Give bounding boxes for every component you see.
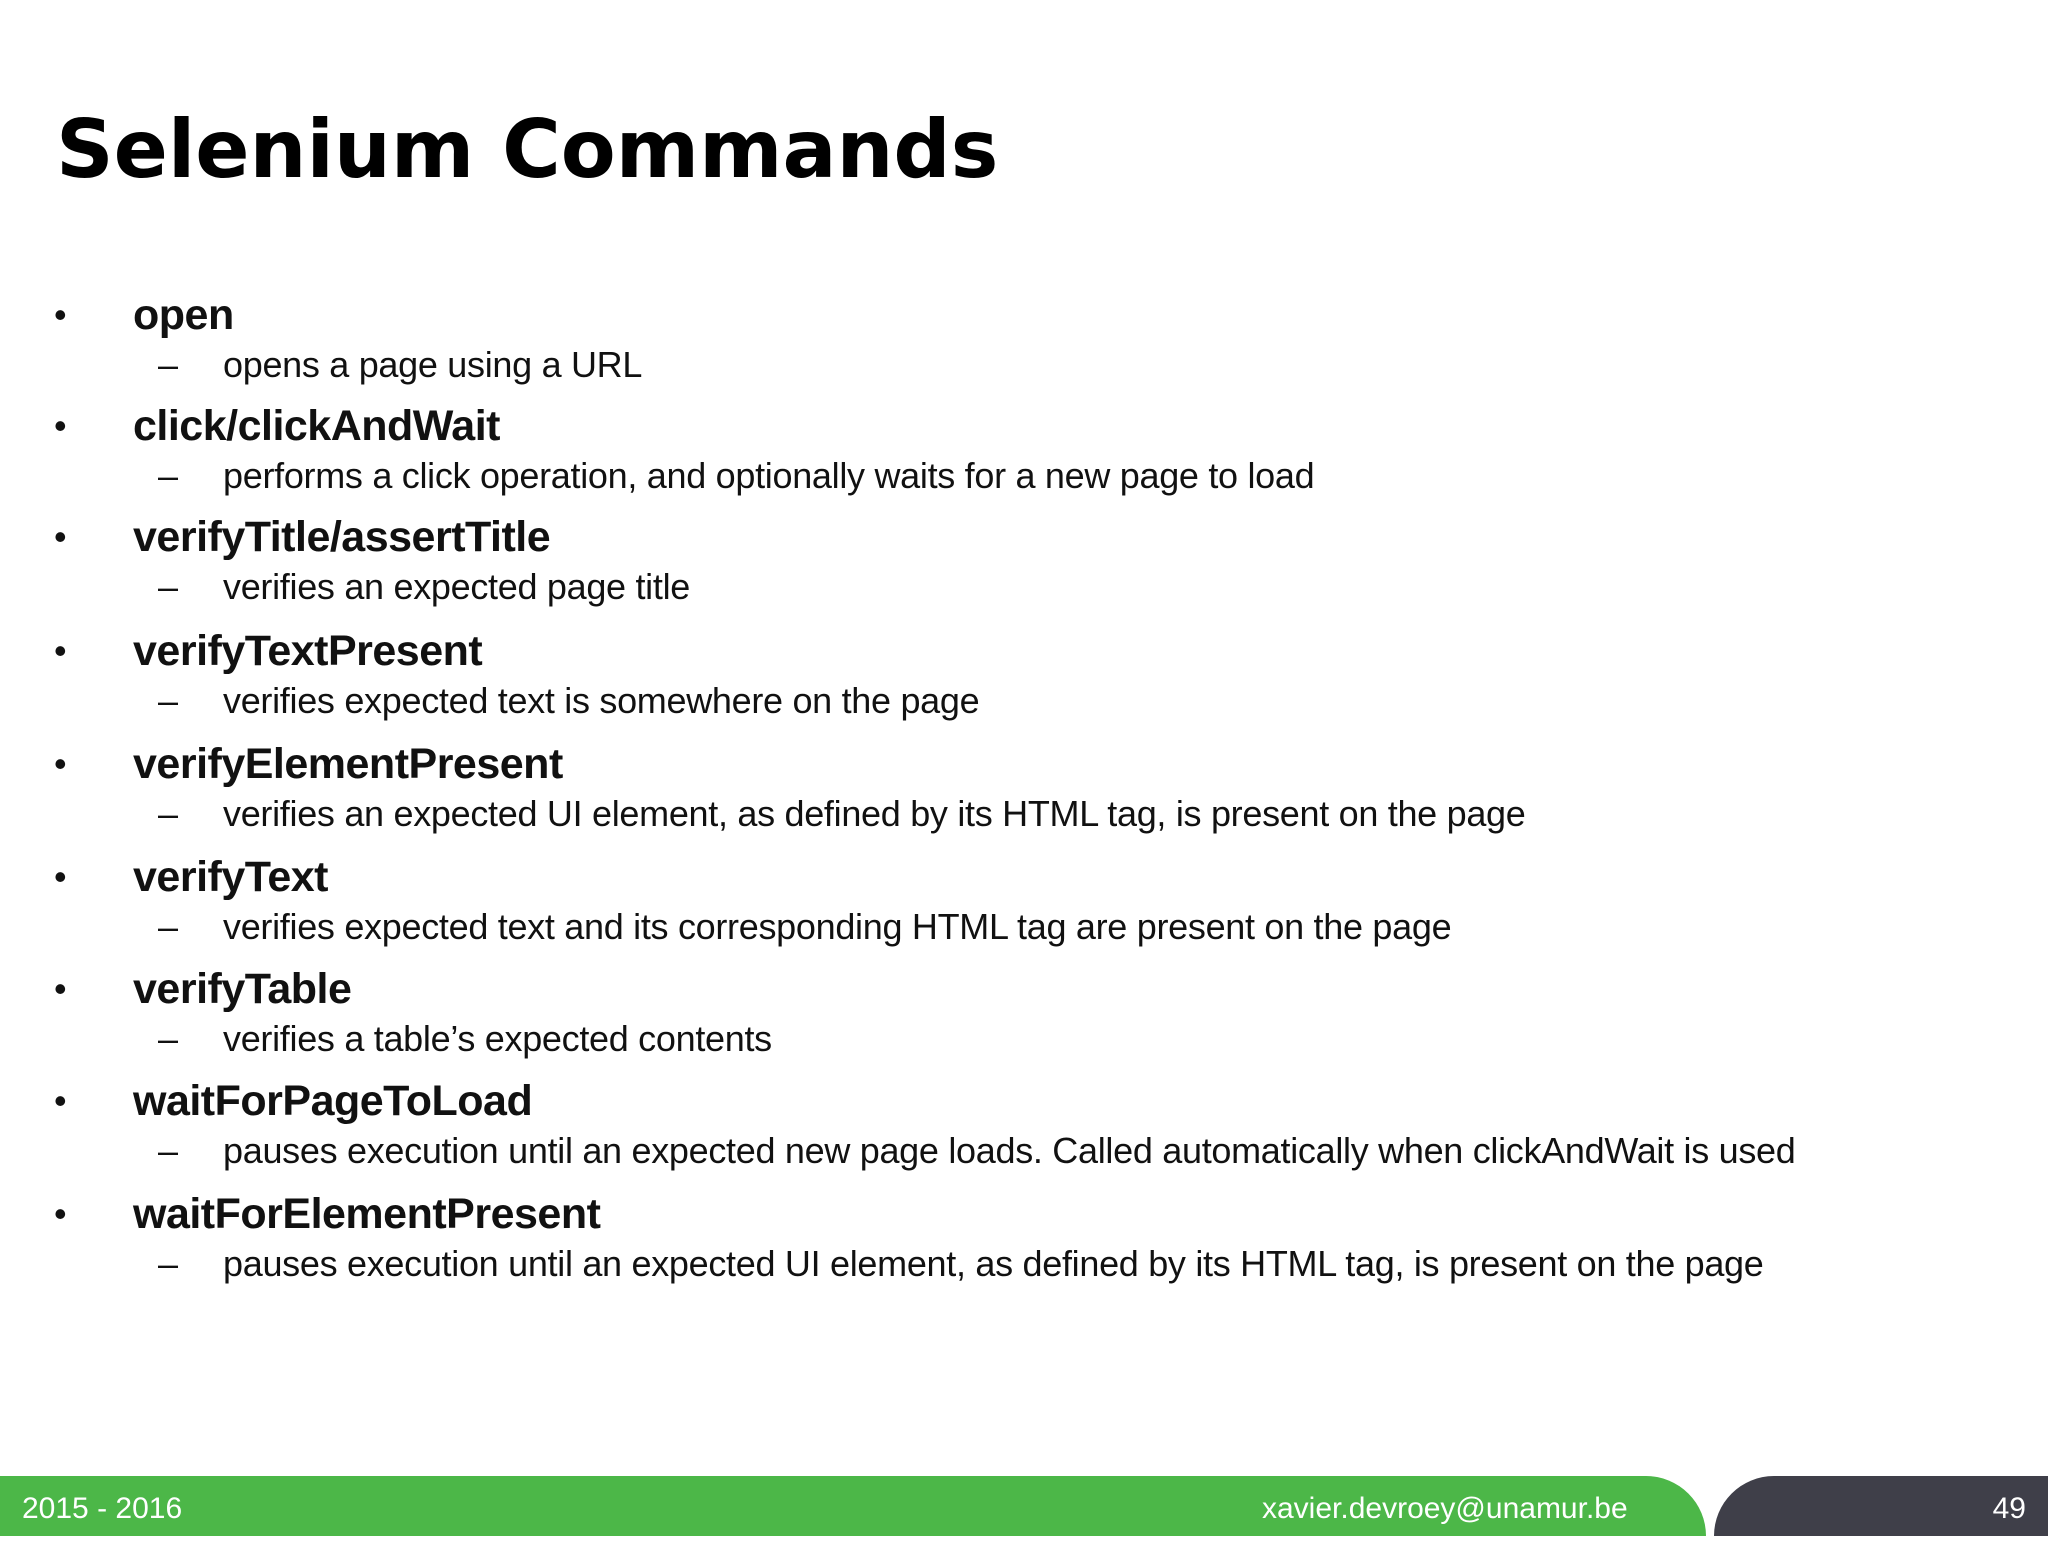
bullet-icon: • [54, 294, 67, 335]
command-item-wait-for-element-present [0, 1187, 2048, 1301]
bullet-icon: • [54, 856, 67, 897]
command-item-verify-text-present [0, 624, 2048, 738]
command-item-verify-title [0, 510, 2048, 624]
command-name: open [133, 291, 234, 339]
dash-icon: – [158, 680, 179, 721]
command-description: pauses execution until an expected UI element, as defined by its HTML tag, is present on the page [223, 1243, 1764, 1284]
footer-email: xavier.devroey@unamur.be [1262, 1492, 1628, 1525]
command-name: waitForElementPresent [133, 1190, 601, 1238]
footer-green-band [0, 1476, 1706, 1536]
command-name: waitForPageToLoad [133, 1077, 533, 1125]
bullet-icon: • [54, 1080, 67, 1121]
slide-footer [0, 1476, 2048, 1536]
command-name: click/clickAndWait [133, 402, 500, 450]
dash-icon: – [158, 793, 179, 834]
bullet-icon: • [54, 968, 67, 1009]
command-description: opens a page using a URL [223, 344, 643, 385]
footer-dark-band [1714, 1476, 2048, 1536]
slide-title: Selenium Commands [56, 103, 999, 196]
footer-year-range: 2015 - 2016 [22, 1492, 183, 1525]
dash-icon: – [158, 1243, 179, 1284]
bullet-icon: • [54, 743, 67, 784]
dash-icon: – [158, 906, 179, 947]
command-description: verifies a table’s expected contents [223, 1018, 772, 1059]
dash-icon: – [158, 566, 179, 607]
command-name: verifyTable [133, 965, 352, 1013]
command-item-verify-text [0, 850, 2048, 964]
command-item-open [0, 288, 2048, 402]
bullet-icon: • [54, 405, 67, 446]
command-description: performs a click operation, and optionally waits for a new page to load [223, 455, 1315, 496]
command-item-verify-element-present [0, 737, 2048, 851]
command-description: pauses execution until an expected new page loads. Called automatically when clickAndWait is used [223, 1130, 1796, 1171]
command-name: verifyElementPresent [133, 740, 563, 788]
dash-icon: – [158, 1130, 179, 1171]
command-item-wait-for-page-to-load [0, 1074, 2048, 1188]
command-name: verifyTitle/assertTitle [133, 513, 551, 561]
command-name: verifyText [133, 853, 328, 901]
dash-icon: – [158, 344, 179, 385]
bullet-icon: • [54, 630, 67, 671]
command-description: verifies expected text is somewhere on the page [223, 680, 980, 721]
command-item-verify-table [0, 962, 2048, 1076]
dash-icon: – [158, 455, 179, 496]
command-item-click [0, 399, 2048, 513]
command-description: verifies an expected UI element, as defined by its HTML tag, is present on the page [223, 793, 1526, 834]
bullet-icon: • [54, 516, 67, 557]
command-description: verifies an expected page title [223, 566, 690, 607]
command-description: verifies expected text and its corresponding HTML tag are present on the page [223, 906, 1452, 947]
command-name: verifyTextPresent [133, 627, 483, 675]
dash-icon: – [158, 1018, 179, 1059]
page-number: 49 [1992, 1492, 2026, 1525]
bullet-icon: • [54, 1193, 67, 1234]
